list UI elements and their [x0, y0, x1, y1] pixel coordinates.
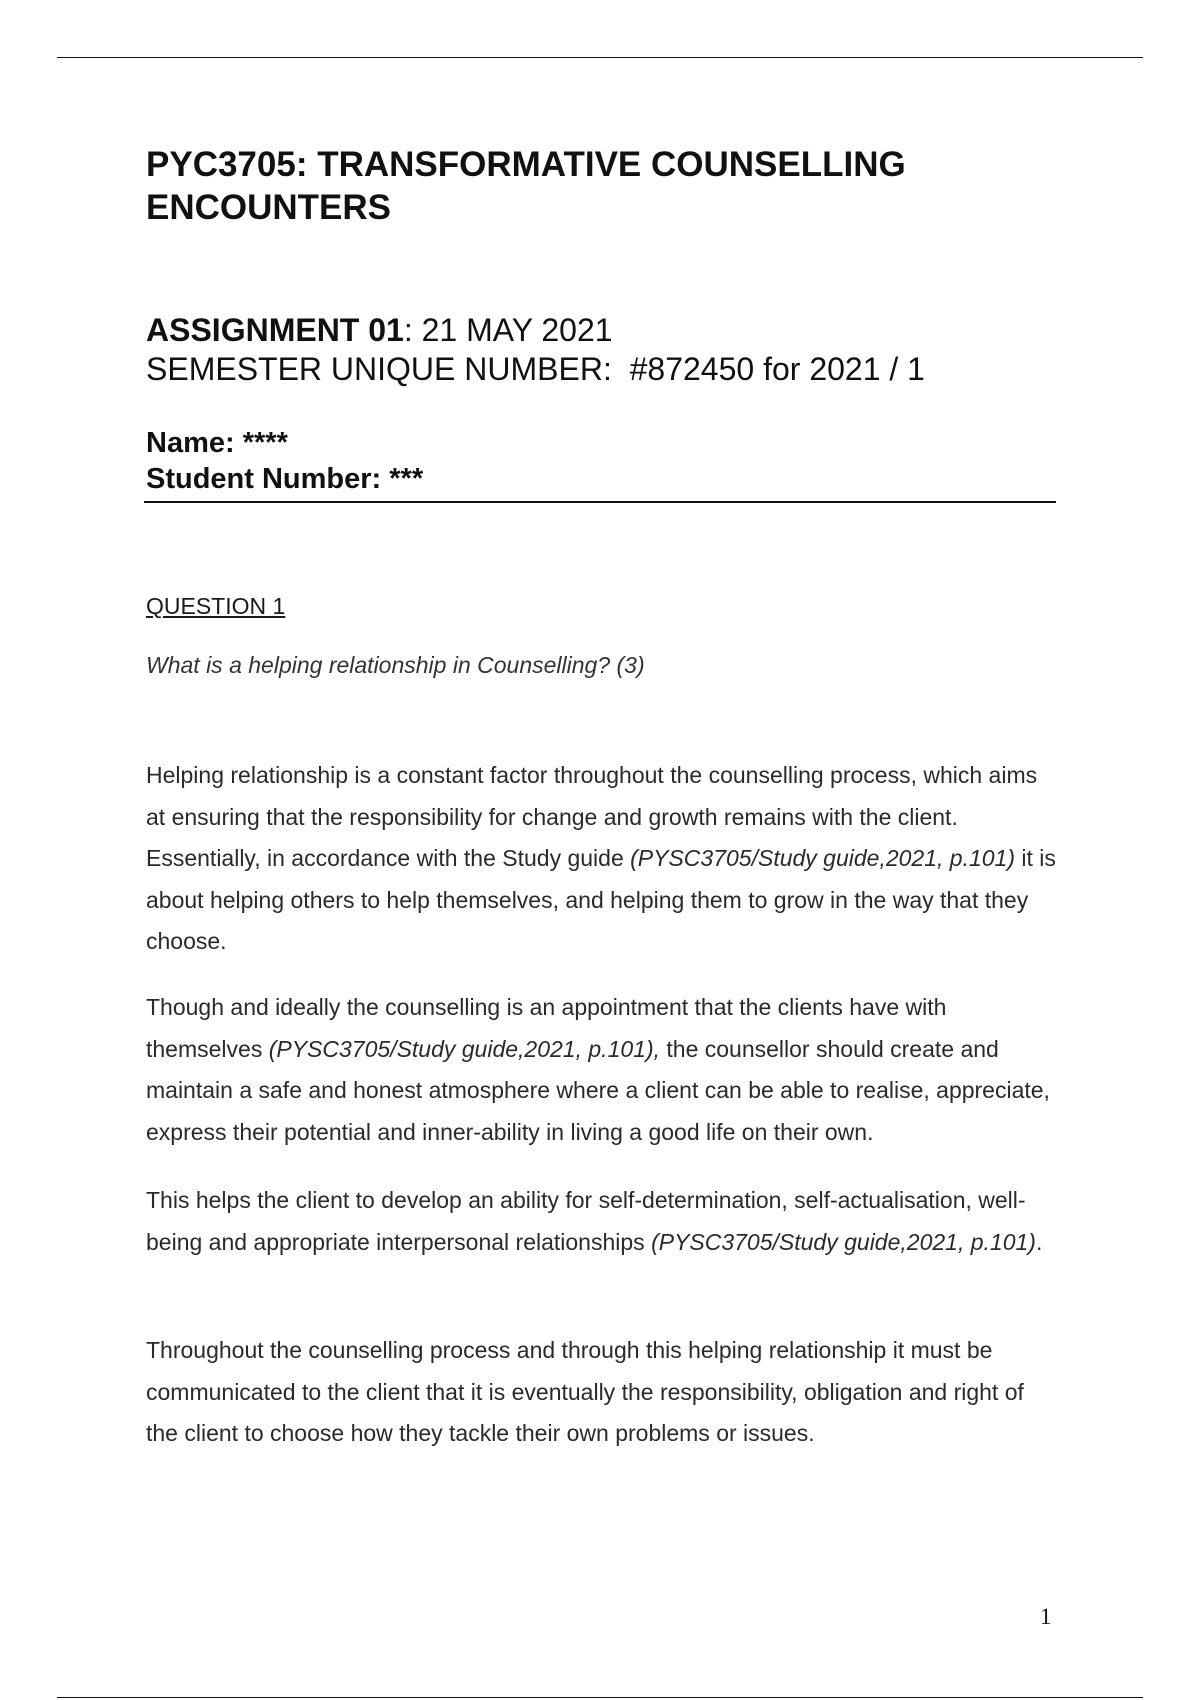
answer-paragraph-3	[146, 1180, 1061, 1263]
assignment-date: : 21 MAY 2021	[403, 312, 613, 348]
answer-paragraph-1	[146, 755, 1061, 963]
page-number: 1	[1040, 1604, 1052, 1629]
assignment-line	[146, 310, 613, 350]
question-label: QUESTION 1	[146, 593, 286, 619]
citation: (PYSC3705/Study guide,2021, p.101)	[651, 1228, 1036, 1255]
answer-p1-text-b: it is about helping others to help themselves, and helping them to grow in the way that they choose.	[146, 845, 1056, 954]
assignment-label: ASSIGNMENT 01	[146, 312, 404, 348]
bottom-rule	[57, 1697, 1143, 1698]
student-number-label: Student Number:	[146, 463, 382, 495]
answer-p1-text-a: Helping relationship is a constant factor throughout the counselling process, which aims at ensuring that the responsibility for change and growth remains with the client. Essentially, in accordance with the Study guide	[146, 762, 1038, 871]
answer-paragraph-4: Throughout the counselling process and through this helping relationship it must be communicated to the client that it is eventually the responsibility, obligation and right of the client to choose how they tackle their own problems or issues.	[146, 1337, 1024, 1446]
citation: (PYSC3705/Study guide,2021, p.101)	[630, 845, 1016, 871]
course-title	[146, 143, 1046, 229]
top-rule	[57, 57, 1143, 58]
citation: (PYSC3705/Study guide,2021, p.101),	[268, 1035, 660, 1062]
identity-divider	[144, 501, 1056, 503]
answer-p2-text-b: the counsellor should create and maintain a safe and honest atmosphere where a client can be able to realise, appreciate, express their potential and inner-ability in living a good life on their own.	[146, 1035, 1050, 1145]
student-number-line	[146, 461, 423, 497]
answer-p2-text-a: Though and ideally the counselling is an appointment that the clients have with themselves	[146, 994, 947, 1062]
name-value: ****	[234, 427, 288, 459]
course-title-line-2: ENCOUNTERS	[146, 188, 392, 227]
course-title-line-1: PYC3705: TRANSFORMATIVE COUNSELLING	[146, 145, 906, 184]
answer-p3-text-b: .	[1035, 1228, 1043, 1255]
student-number-value: ***	[381, 463, 424, 495]
answer-p3-text-a: This helps the client to develop an ability for self-determination, self-actualisation, well-being and appropriate interpersonal relationships	[146, 1187, 1026, 1255]
answer-paragraph-2	[146, 987, 1061, 1153]
question-text: What is a helping relationship in Counselling? (3)	[146, 652, 645, 678]
name-label: Name:	[146, 427, 235, 459]
semester-unique-number: SEMESTER UNIQUE NUMBER: #872450 for 2021 / 1	[146, 351, 925, 387]
name-line	[146, 425, 288, 461]
